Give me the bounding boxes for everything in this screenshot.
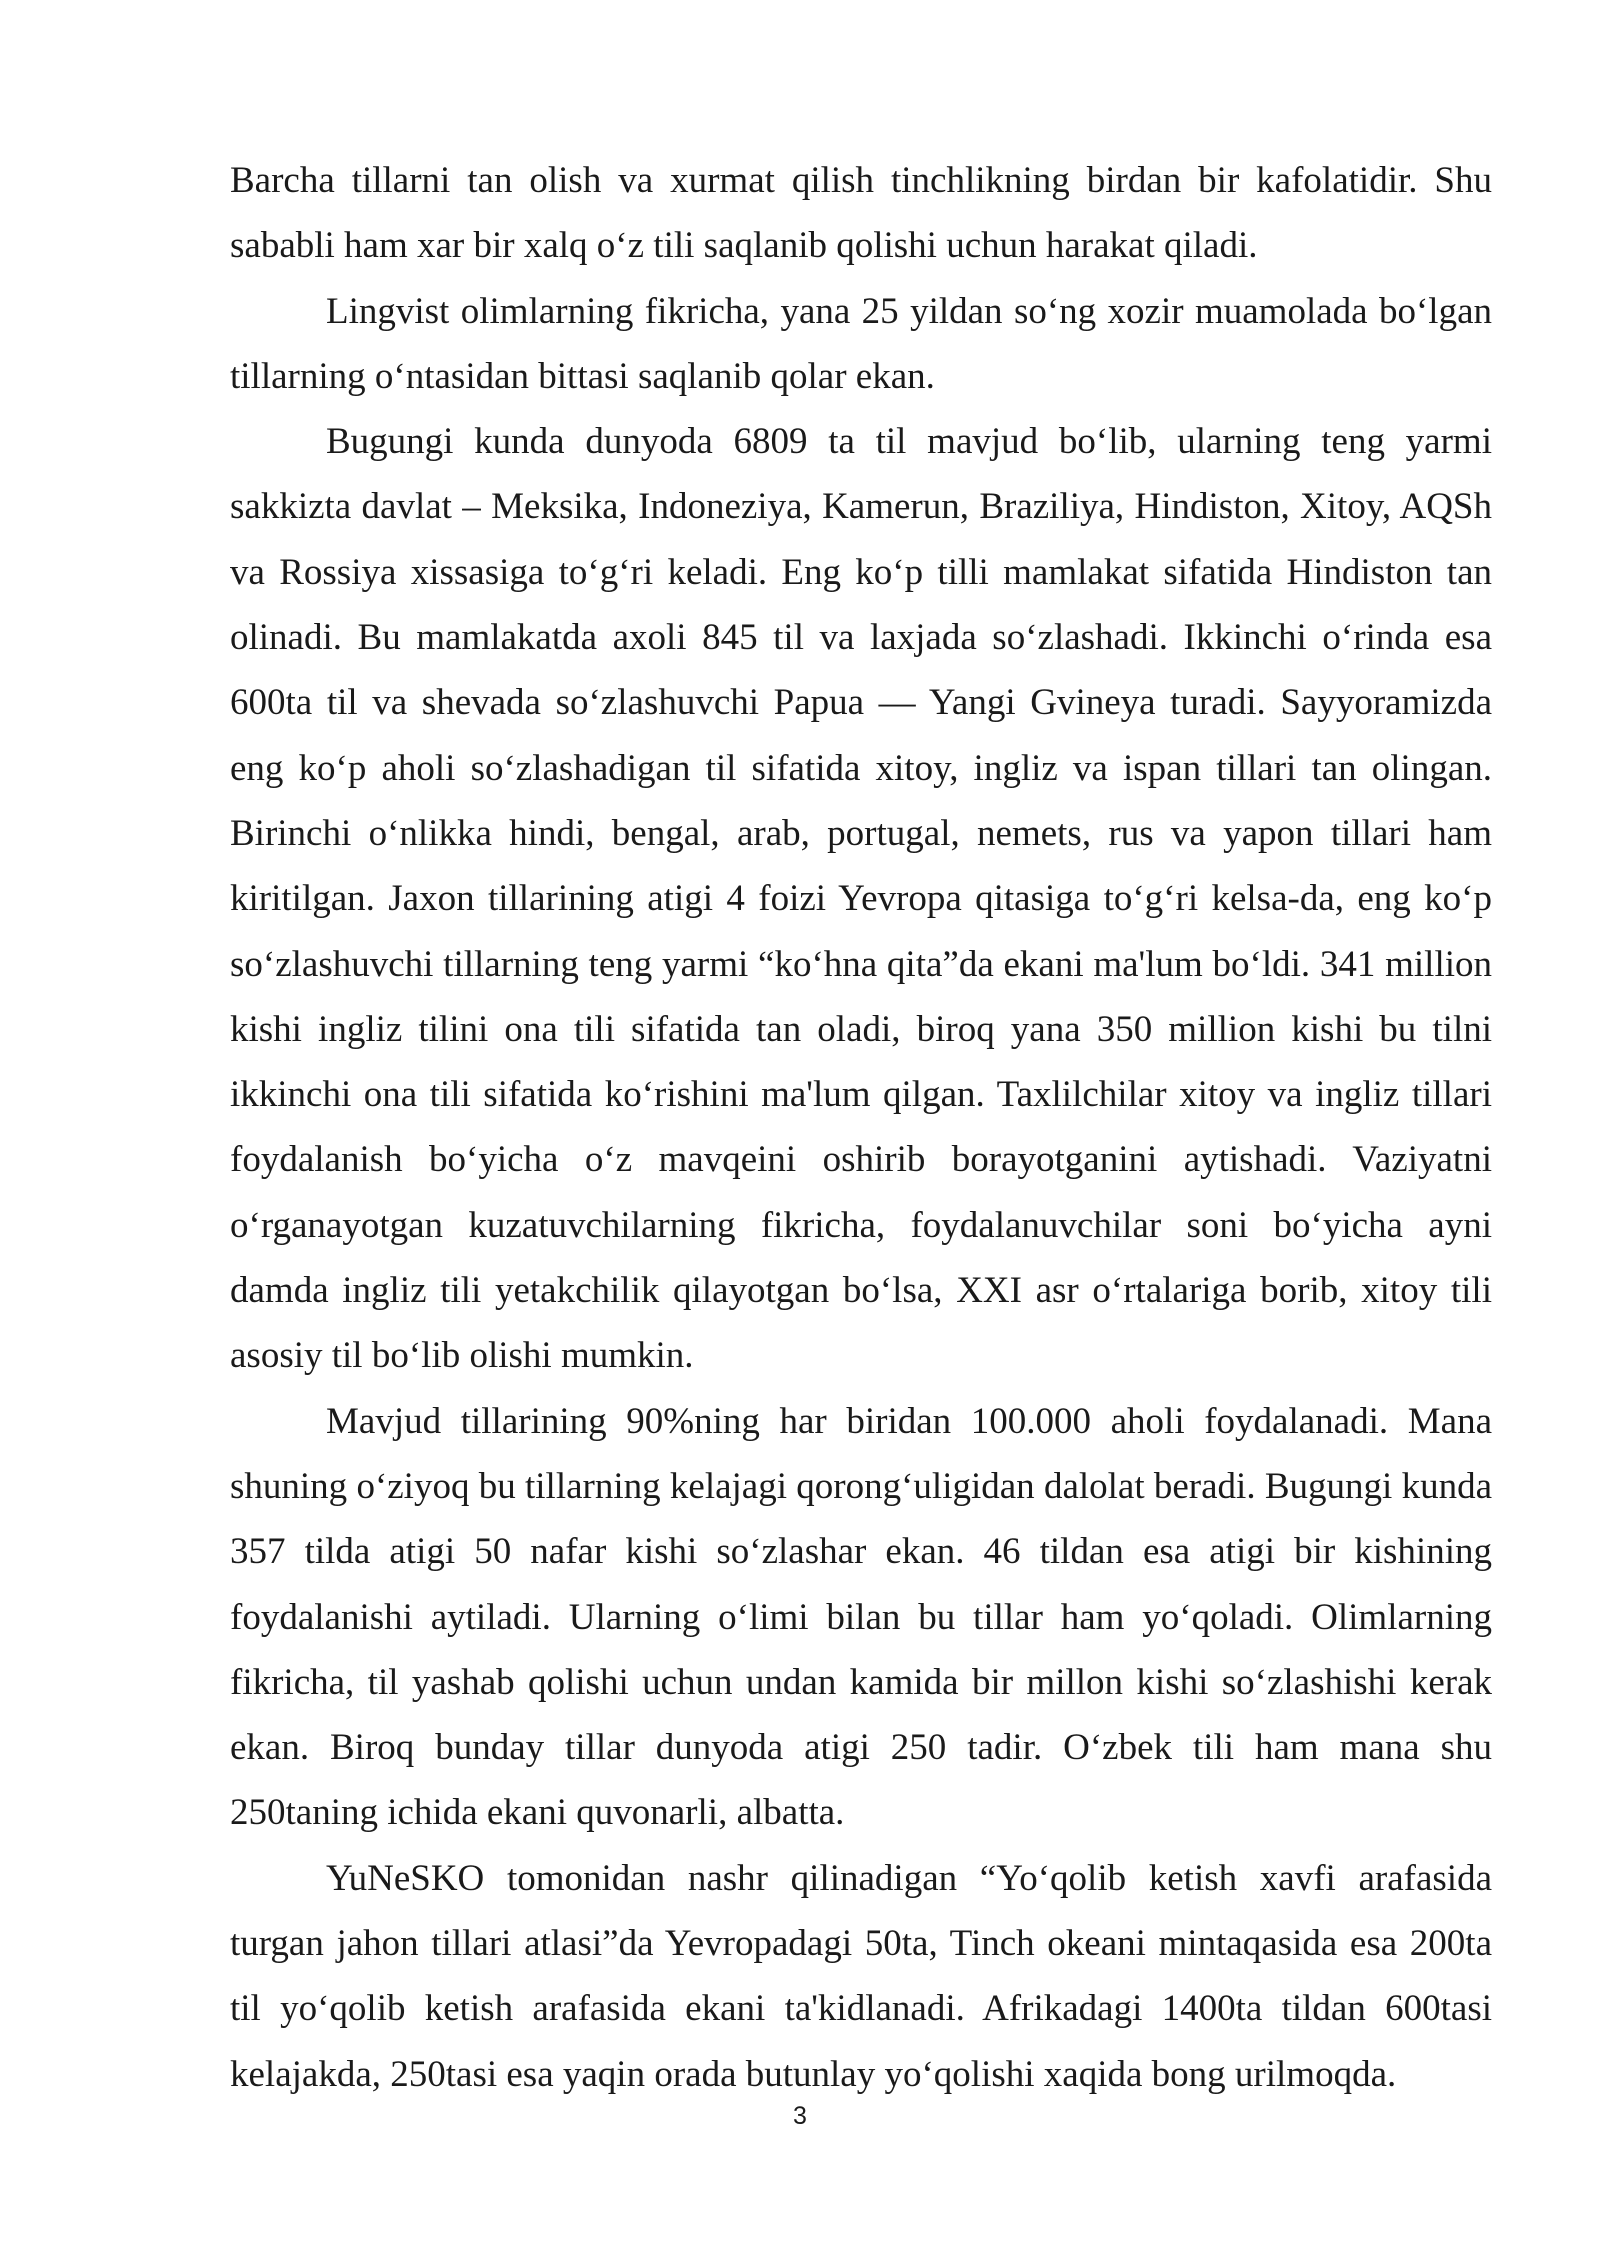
paragraph-5: YuNeSKO tomonidan nashr qilinadigan “Yoʻqolib ketish xavfi arafasida turgan jahon tillari atlasi”da Yevropadagi 50ta, Tinch okeani mintaqasida esa 200ta til yoʻqolib ketish arafasida ekani ta'kidlanadi. Afrikadagi 1400ta tildan 600tasi kelajakda, 250tasi esa yaqin orada butunlay yoʻqolishi xaqida bong urilmoqda.	[230, 1857, 1492, 2095]
paragraph-2: Lingvist olimlarning fikricha, yana 25 yildan soʻng xozir muamolada boʻlgan tillarning oʻntasidan bittasi saqlanib qolar ekan.	[230, 290, 1492, 397]
body-text	[230, 148, 1492, 2107]
paragraph-3: Bugungi kunda dunyoda 6809 ta til mavjud boʻlib, ularning teng yarmi sakkizta davlat – Meksika, Indoneziya, Kamerun, Braziliya, Hindiston, Xitoy, AQSh va Rossiya xissasiga toʻgʻri keladi. Eng koʻp tilli mamlakat sifatida Hindiston tan olinadi. Bu mamlakatda axoli 845 til va laxjada soʻzlashadi. Ikkinchi oʻrinda esa 600ta til va shevada soʻzlashuvchi Papua — Yangi Gvineya turadi. Sayyoramizda eng koʻp aholi soʻzlashadigan til sifatida xitoy, ingliz va ispan tillari tan olingan. Birinchi oʻnlikka hindi, bengal, arab, portugal, nemets, rus va yapon tillari ham kiritilgan. Jaxon tillarining atigi 4 foizi Yevropa qitasiga toʻgʻri kelsa-da, eng koʻp soʻzlashuvchi tillarning teng yarmi “koʻhna qita”da ekani ma'lum boʻldi. 341 million kishi ingliz tilini ona tili sifatida tan oladi, biroq yana 350 million kishi bu tilni ikkinchi ona tili sifatida koʻrishini ma'lum qilgan. Taxlilchilar xitoy va ingliz tillari foydalanish boʻyicha oʻz mavqeini oshirib borayotganini aytishadi. Vaziyatni oʻrganayotgan kuzatuvchilarning fikricha, foydalanuvchilar soni boʻyicha ayni damda ingliz tili yetakchilik qilayotgan boʻlsa, XXI asr oʻrtalariga borib, xitoy tili asosiy til boʻlib olishi mumkin.	[230, 421, 1492, 1377]
paragraph-4: Mavjud tillarining 90%ning har biridan 100.000 aholi foydalanadi. Mana shuning oʻziyoq bu tillarning kelajagi qorongʻuligidan dalolat beradi. Bugungi kunda 357 tilda atigi 50 nafar kishi soʻzlashar ekan. 46 tildan esa atigi bir kishining foydalanishi aytiladi. Ularning oʻlimi bilan bu tillar ham yoʻqoladi. Olimlarning fikricha, til yashab qolishi uchun undan kamida bir millon kishi soʻzlashishi kerak ekan. Biroq bunday tillar dunyoda atigi 250 tadir. Oʻzbek tili ham mana shu 250taning ichida ekani quvonarli, albatta.	[230, 1400, 1492, 1834]
paragraph-1: Barcha tillarni tan olish va xurmat qilish tinchlikning birdan bir kafolatidir. Shu sababli ham xar bir xalq oʻz tili saqlanib qolishi uchun harakat qiladi.	[230, 160, 1492, 267]
page-number: 3	[793, 2102, 807, 2130]
